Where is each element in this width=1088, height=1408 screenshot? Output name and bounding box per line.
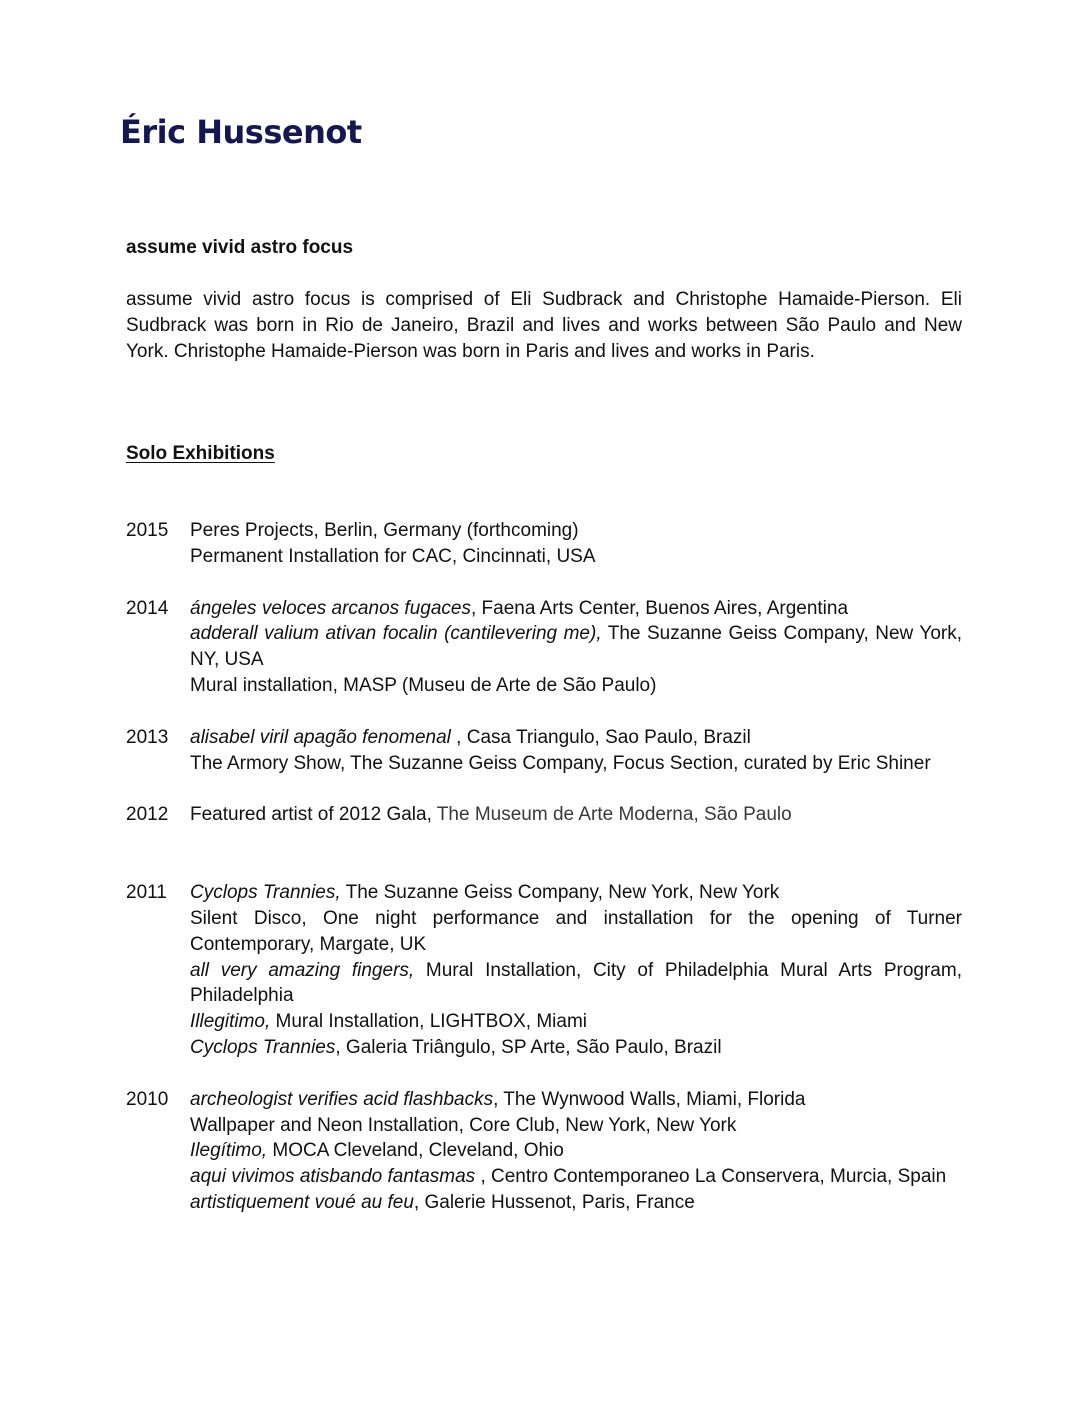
year-block-2015 <box>126 518 962 570</box>
exhibition-title: Cyclops Trannies, <box>190 882 341 904</box>
exhibition-year: 2013 <box>126 726 169 748</box>
exhibition-details: Peres Projects, Berlin, Germany (forthcoming) <box>190 520 579 541</box>
gallery-name: Éric Hussenot <box>120 113 362 151</box>
artist-name: assume vivid astro focus <box>126 237 354 258</box>
exhibition-title: alisabel viril apagão fenomenal <box>190 726 457 748</box>
exhibition-title: artistiquement voué au feu <box>190 1191 414 1213</box>
exhibition-entries <box>190 1087 962 1216</box>
exhibition-entry <box>190 958 962 1010</box>
exhibition-entries <box>190 880 962 1061</box>
exhibition-details: Featured artist of 2012 Gala, <box>190 804 432 826</box>
exhibition-details: MOCA Cleveland, Cleveland, Ohio <box>267 1140 564 1162</box>
exhibition-title: ángeles veloces arcanos fugaces <box>190 597 471 619</box>
exhibition-title: aqui vivimos atisbando fantasmas <box>190 1166 481 1188</box>
exhibition-entry <box>190 725 962 751</box>
exhibition-entry <box>190 1009 962 1035</box>
exhibition-details: Wallpaper and Neon Installation, Core Club, New York, New York <box>190 1114 737 1136</box>
exhibition-details: , Centro Contemporaneo La Conservera, Murcia, Spain <box>480 1166 947 1188</box>
exhibition-entry <box>190 621 962 673</box>
year-block-2010 <box>126 1087 962 1216</box>
exhibition-year: 2010 <box>126 1088 169 1110</box>
exhibition-entry <box>190 1190 962 1216</box>
year-block-2012 <box>126 802 962 828</box>
exhibition-title: Illegitimo, <box>190 1011 271 1033</box>
exhibition-year: 2011 <box>126 882 167 904</box>
exhibition-title: archeologist verifies acid flashbacks <box>190 1088 494 1110</box>
exhibition-entry <box>190 673 962 699</box>
exhibition-details: Permanent Installation for CAC, Cincinnati, USA <box>190 545 596 567</box>
exhibition-entry <box>190 802 962 828</box>
exhibition-details: , Galerie Hussenot, Paris, France <box>413 1191 695 1213</box>
exhibition-details: , Faena Arts Center, Buenos Aires, Argentina <box>470 597 849 619</box>
exhibition-year: 2015 <box>126 520 169 541</box>
exhibition-details: The Suzanne Geiss Company, New York, NY, USA <box>190 623 962 671</box>
exhibition-details: Mural installation, MASP (Museu de Arte de São Paulo) <box>190 674 657 696</box>
exhibition-year: 2014 <box>126 597 169 619</box>
year-block-2014 <box>126 596 962 699</box>
exhibition-details: The Suzanne Geiss Company, New York, New York <box>340 882 780 904</box>
exhibition-details: Silent Disco, One night performance and installation for the opening of Turner Contemporary, Margate, UK <box>190 907 962 955</box>
exhibition-entry <box>190 596 962 622</box>
exhibition-details: , The Wynwood Walls, Miami, Florida <box>493 1088 806 1110</box>
exhibition-title: Cyclops Trannies <box>190 1036 336 1058</box>
artist-bio: assume vivid astro focus is comprised of Eli Sudbrack and Christophe Hamaide-Pierson. Eli Sudbrack was born in Rio de Janeiro, Brazil and lives and works between São Paulo and New York. Christophe Hamaide-Pierson was born in Paris and lives and works in Paris. <box>126 289 962 362</box>
exhibition-title: Ilegítimo, <box>190 1140 268 1162</box>
solo-exhibitions-heading: Solo Exhibitions <box>126 443 275 464</box>
exhibition-entry <box>190 1087 962 1113</box>
year-block-2011 <box>126 880 962 1061</box>
exhibition-details: , Casa Triangulo, Sao Paulo, Brazil <box>456 726 751 748</box>
exhibition-venue: The Museum de Arte Moderna, São Paulo <box>431 804 792 826</box>
exhibition-entry <box>190 1138 962 1164</box>
exhibition-entry <box>190 906 962 958</box>
exhibition-entry <box>190 1035 962 1061</box>
year-block-2013 <box>126 725 962 777</box>
exhibition-entries <box>190 596 962 699</box>
exhibition-details: , Galeria Triângulo, SP Arte, São Paulo, Brazil <box>335 1036 722 1058</box>
exhibition-details: Mural Installation, City of Philadelphia Mural Arts Program, Philadelphia <box>190 959 962 1007</box>
exhibition-entry <box>190 1164 962 1190</box>
exhibition-year: 2012 <box>126 804 169 826</box>
exhibition-entries <box>190 518 962 570</box>
exhibition-title: adderall valium ativan focalin (cantilevering me), <box>190 623 602 645</box>
exhibition-entry <box>190 751 962 777</box>
exhibition-entries <box>190 725 962 777</box>
exhibition-list <box>126 518 962 1242</box>
exhibition-details: The Armory Show, The Suzanne Geiss Company, Focus Section, curated by Eric Shiner <box>190 752 931 774</box>
exhibition-entries <box>190 802 962 828</box>
exhibition-entry <box>190 880 962 906</box>
exhibition-entry <box>190 518 962 544</box>
exhibition-title: all very amazing fingers, <box>190 959 415 981</box>
exhibition-entry <box>190 544 962 570</box>
exhibition-details: Mural Installation, LIGHTBOX, Miami <box>270 1011 588 1033</box>
exhibition-entry <box>190 1113 962 1139</box>
